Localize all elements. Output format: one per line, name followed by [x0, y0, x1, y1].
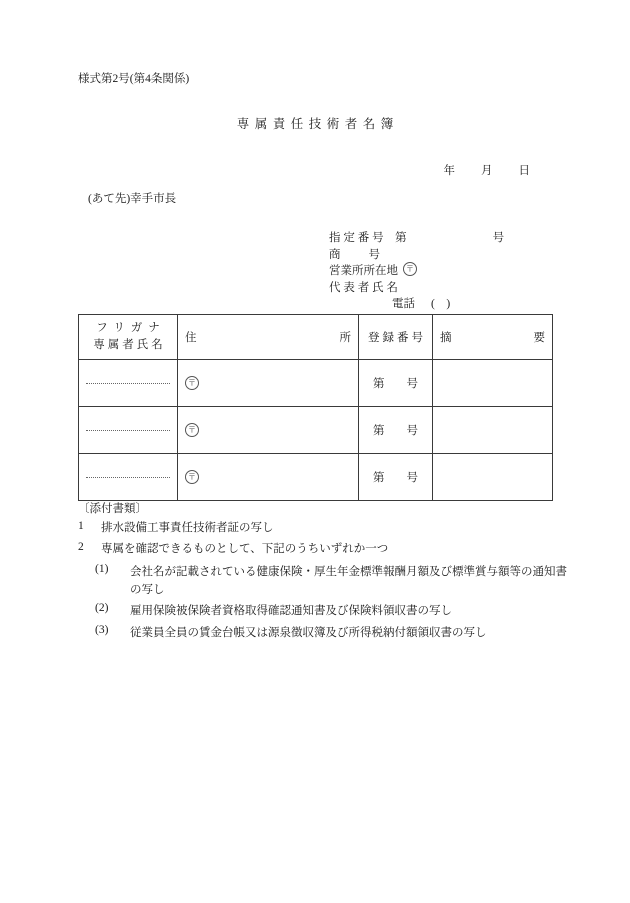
furigana-dotted-line — [86, 477, 170, 478]
cell-address[interactable] — [178, 407, 359, 454]
cell-note[interactable] — [433, 407, 553, 454]
roster-table — [78, 314, 553, 501]
cell-registration-number[interactable] — [359, 407, 433, 454]
form-number: 様式第2号(第4条関係) — [78, 73, 190, 85]
attachment-sub-item-1-text: 会社名が記載されている健康保険・厚生年金標準報酬月額及び標準賞与額等の通知書の写し — [130, 565, 567, 596]
cell-registration-number[interactable] — [359, 360, 433, 407]
cell-name[interactable] — [79, 360, 178, 407]
office-address-label: 営業所所在地 — [329, 265, 398, 277]
date-line — [432, 154, 530, 189]
cell-address[interactable] — [178, 360, 359, 407]
column-header-address — [178, 315, 359, 360]
registration-prefix: 第 — [373, 472, 385, 484]
trade-name-label: 商 — [329, 248, 341, 261]
table-row — [79, 360, 553, 407]
column-header-name — [79, 315, 178, 360]
postal-mark-icon — [185, 423, 199, 437]
applicant-info-block — [329, 229, 504, 312]
attachment-item-2-text: 専属を確認できるものとして、下記のうちいずれか一つ — [101, 543, 389, 556]
table-header-row — [79, 315, 553, 360]
furigana-dotted-line — [86, 383, 170, 384]
attachment-sub-item-1-marker: (1) — [95, 562, 109, 575]
registration-suffix: 号 — [406, 425, 418, 437]
date-month-label: 月 — [481, 164, 493, 177]
attachment-sub-item-3-text: 従業員全員の賃金台帳又は源泉徴収簿及び所得税納付額領収書の写し — [130, 626, 487, 639]
designation-number-label: 指 定 番 号 第 — [329, 232, 407, 244]
attachment-sub-item-3 — [78, 624, 578, 642]
designation-number-suffix: 号 — [492, 232, 505, 244]
postal-mark-icon — [403, 262, 417, 276]
attachment-sub-item-2-marker: (2) — [95, 602, 109, 615]
attachments-heading: 〔添付書類〕 — [78, 503, 147, 515]
attachment-item-1-text: 排水設備工事責任技術者証の写し — [101, 522, 274, 534]
representative-name-row — [329, 279, 504, 296]
column-header-registration: 登録番号 — [359, 315, 433, 360]
postal-mark-icon — [185, 470, 199, 484]
trade-name-row — [329, 246, 504, 263]
phone-row — [329, 295, 504, 312]
attachment-sub-item-1 — [78, 563, 578, 600]
column-header-note-right: 要 — [533, 332, 545, 344]
attachment-sub-item-3-marker: (3) — [95, 623, 109, 636]
table-row — [79, 407, 553, 454]
representative-name-label: 代 表 者 氏 名 — [329, 281, 398, 294]
attachment-item-1-marker: 1 — [78, 520, 84, 532]
cell-name[interactable] — [79, 454, 178, 501]
attachment-item-2 — [78, 541, 578, 558]
designation-number-row — [329, 229, 504, 246]
phone-value: ( ) — [431, 298, 451, 310]
attachment-sub-item-2 — [78, 602, 578, 620]
cell-name[interactable] — [79, 407, 178, 454]
column-header-note — [433, 315, 553, 360]
furigana-dotted-line — [86, 430, 170, 431]
addressee: (あて先)幸手市長 — [88, 193, 177, 205]
phone-label: 電話 — [392, 298, 415, 310]
registration-prefix: 第 — [373, 378, 385, 390]
registration-suffix: 号 — [406, 378, 418, 390]
attachment-sub-list — [78, 563, 578, 643]
cell-registration-number[interactable] — [359, 454, 433, 501]
registration-prefix: 第 — [373, 425, 385, 437]
attachment-sub-item-2-text: 雇用保険被保険者資格取得確認通知書及び保険料領収書の写し — [130, 605, 452, 618]
postal-mark-icon — [185, 376, 199, 390]
column-header-address-right: 所 — [339, 332, 351, 344]
date-year-label: 年 — [443, 164, 455, 177]
page-title: 専属責任技術者名簿 — [236, 117, 399, 131]
office-address-row — [329, 262, 504, 279]
column-header-furigana: フリガナ — [96, 322, 166, 335]
cell-address[interactable] — [178, 454, 359, 501]
attachment-item-2-marker: 2 — [78, 541, 84, 554]
attachments-section — [78, 500, 578, 645]
cell-note[interactable] — [433, 360, 553, 407]
registration-suffix: 号 — [406, 472, 418, 484]
table-row — [79, 454, 553, 501]
date-day-label: 日 — [518, 164, 530, 177]
cell-note[interactable] — [433, 454, 553, 501]
trade-name-suffix: 号 — [368, 248, 380, 261]
column-header-exclusive-name: 専属者氏名 — [93, 339, 166, 351]
column-header-address-left: 住 — [185, 332, 197, 344]
attachment-item-1 — [78, 520, 578, 537]
column-header-note-left: 摘 — [440, 332, 452, 344]
